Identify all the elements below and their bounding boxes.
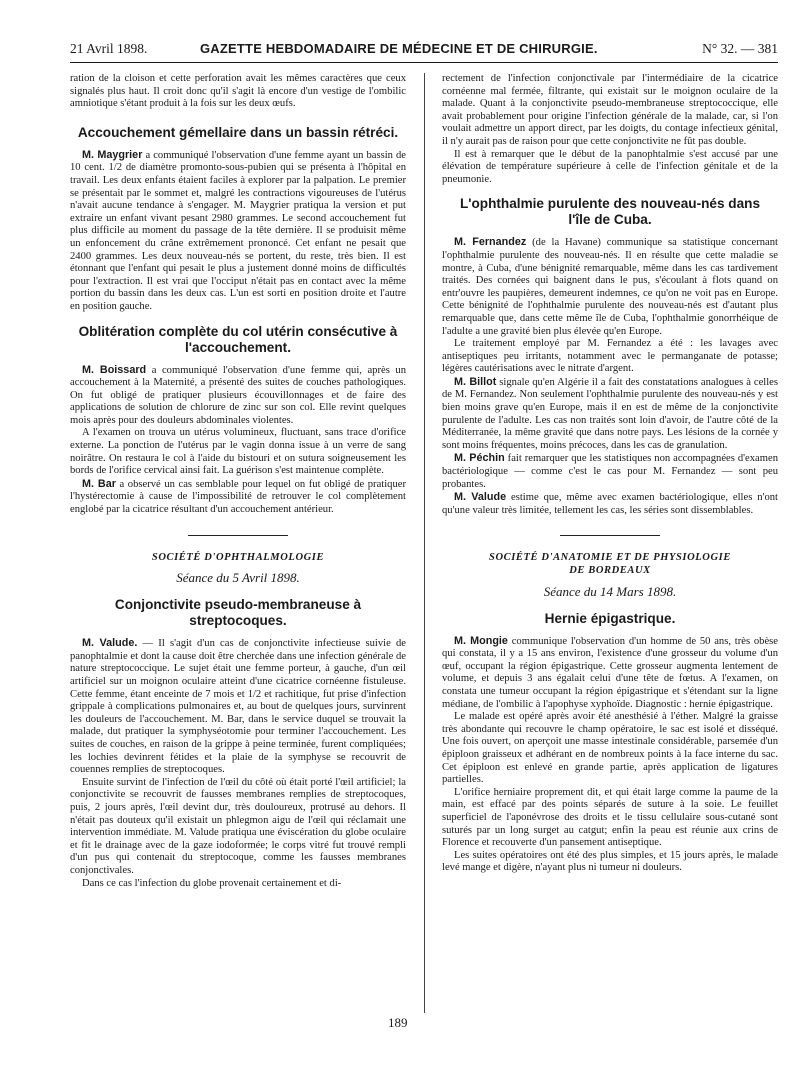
speaker-name: M. Valude. — [82, 637, 138, 650]
paragraph: Le traitement employé par M. Fernandez a été : les lavages avec antiseptiques peu irritants, notamment avec le permanganate de potasse; légères cautérisations avec le nitrate d'argent. — [442, 338, 778, 375]
paragraph: M. Péchin fait remarquer que les statistiques non accompagnées d'examen bactériologique — comme c'est le cas pour M. Fernandez — sont peu probantes. — [442, 452, 778, 490]
section-heading: Accouchement gémellaire dans un bassin rétréci. — [77, 124, 399, 140]
section-heading: Conjonctivite pseudo-membraneuse à streptocoques. — [114, 597, 362, 629]
speaker-name: M. Boissard — [82, 363, 147, 376]
issue-page-number: N° 32. — 381 — [702, 41, 778, 56]
section-heading: L'ophthalmie purulente des nouveau-nés dans l'île de Cuba. — [459, 196, 761, 228]
paragraph: M. Boissard a communiqué l'observation d'une femme qui, après un accouchement à la Maternité, a présenté des suites de couches pathologiques. On fut obligé de pratiquer plusieurs écouvillonnages et de faire des applications de solution de chlorure de zinc sur son col. Elle revint quelques mois après pour des douleurs abdominales violentes. — [70, 363, 406, 426]
running-header — [70, 40, 778, 63]
session-date: Séance du 5 Avril 1898. — [176, 570, 300, 586]
section-heading: Oblitération complète du col utérin consécutive à l'accouchement. — [78, 323, 398, 355]
paragraph: A l'examen on trouva un utérus volumineux, fluctuant, sans trace d'orifice externe. La ponction de l'utérus par le vagin donna issue à un verre de sang noirâtre. On restaura le col à l'aide du bistouri et on sutura soigneusement les bords de l'orifice cervical ainsi fait. La guérison s'est maintenue complète. — [70, 427, 406, 477]
paragraph: Ensuite survint de l'infection de l'œil du côté où était porté l'œil artificiel; la conjonctivite se recouvrit de fausses membranes remplies de streptocoques, puis, 2 jours après, l'œil devint dur, très douloureux, protrusé au dehors. Il n'était pas douteux qu'il existait un phlegmon aigu de l'œil qui réclamait une intervention immédiate. M. Valude pratiqua une éviscération du globe oculaire et fit le drainage avec de la gaze iodoformée; le corps vitré fut trouvé rempli d'un pus qui contenait du streptocoque, comme les fausses membranes conjonctivales. — [70, 776, 406, 876]
paragraph: M. Bar a observé un cas semblable pour lequel on fut obligé de pratiquer l'hystérectomie à cause de l'impossibilité de retrouver le col complètement englobé par la cicatrice résultant d'un accouchement antérieur. — [70, 477, 406, 516]
column-rule — [424, 73, 425, 1013]
paragraph: M. Mongie communique l'observation d'un homme de 50 ans, très obèse qui constata, il y a 15 ans environ, l'existence d'une grosseur du volume d'un œuf, occupant la région épigastrique. Cette grosseur augmenta lentement de volume, et depuis 3 ans égalait celui d'une tête de fœtus. A l'examen, on constata une tumeur occupant la région épigastrique et s'étendant sur la ligne médiane, de l'ombilic à l'apophyse xyphoïde. Diagnostic : hernie épigastrique. — [442, 634, 778, 710]
paragraph: Dans ce cas l'infection du globe provenait certainement et di- — [82, 877, 342, 889]
paragraph: M. Maygrier a communiqué l'observation d'une femme ayant un bassin de 10 cent. 1/2 de diamètre promonto-sous-pubien qui se présenta à l'hôpital en travail. Les deux enfants étaient faciles à explorer par la palpation. Le premier se présentait par le sommet et, malgré les contractions vigoureuses de l'utérus n'avait aucune tendance à s'engager. M. Maygrier pratiqua la version et put extraire un enfant vivant pesant 2980 grammes. Le second accouchement fut plus difficile au moment du passage de la tête dernière. Il se produisit même un enfoncement du crâne extrêmement prononcé. Cet enfant ne pesait que 2400 grammes. Les deux nouveau-nés se portent, du reste, très bien. Il est étonnant que l'enfant qui pesait le plus a justement donné moins de difficultés pour l'extraction. Il est vrai que l'occiput n'était pas en contact avec la même portion du bassin dans les deux cas. L'un est sorti en position droite et l'autre en position gauche. — [70, 148, 407, 312]
paragraph: Le malade est opéré après avoir été anesthésié à l'éther. Malgré la graisse très abondante qui recouvre le champ opératoire, le sac est isolé et disséqué. Une fois ouvert, on aperçoit une masse intestinale considérable, parsemée d'un épiploon graisseux et adhérant en de nombreux points à la face interne du sac. Cet épiploon est enlevé en grande partie, après application de ligatures partielles. — [442, 711, 778, 786]
session-date: Séance du 14 Mars 1898. — [543, 583, 677, 599]
journal-page — [70, 40, 778, 1070]
paragraph: M. Valude estime que, même avec examen bactériologique, elles n'ont qu'une valeur très limitée, tellement les cas, les séries sont dissemblables. — [442, 491, 778, 516]
paragraph: M. Fernandez (de la Havane) communique sa statistique concernant l'ophthalmie purulente des nouveau-nés. Il en résulte que cette maladie se montre, à Cuba, d'une bénignité remarquable, même dans les cas tardivement traités. Des cornées qui baignent dans le pus, s'écoulant à flots quand on entr'ouvre les paupières, demeurent indemnes, ce qu'on ne voit pas en Europe. Cette bénignité de l'ophthalmie purulente des nouveau-nés est d'autant plus remarquable que, dans cette même île de Cuba, l'ophthalmie gonorrhéique de l'adulte a une gravité bien plus élevée qu'en Europe. — [442, 236, 778, 337]
left-column — [70, 73, 406, 890]
speaker-name: M. Fernandez — [454, 236, 527, 249]
paragraph: Les suites opératoires ont été des plus simples, et 15 jours après, le malade levé mange et digère, n'ayant plus ni tumeur ni douleurs. — [442, 849, 778, 874]
speaker-name: M. Billot — [454, 375, 497, 388]
paragraph: M. Billot signale qu'en Algérie il a fait des constatations analogues à celles de M. Fernandez. Non seulement l'ophthalmie purulente des nouveau-nés y est bien moins grave qu'en Europe, mais il en est de même de la conjonctivite purulente de l'adulte. Les cas non traités sont loin d'avoir, de l'autre côté de la Méditerranée, la même gravité que dans notre pays. Les lésions de la cornée y sont moins fréquentes, moins précoces, dans les cas de granulation. — [442, 375, 779, 451]
society-title-line2: DE BORDEAUX — [569, 565, 651, 576]
section-heading: Hernie épigastrique. — [544, 610, 676, 626]
paragraph: L'orifice herniaire proprement dit, et qui était large comme la paume de la main, est effacé par des points séparés de suture à la soie. Le feuillet superficiel de l'aponévrose des droits et le tissu cellulaire sous-cutané sont suturés par un long surget au catgut; enfin la peau est réunie aux crins de Florence et recouverte d'un pansement antiseptique. — [442, 786, 778, 849]
paragraph: Il est à remarquer que le début de la panophtalmie s'est accusé par une élévation de température supérieure à celle de l'infection génitale et de la pneumonie. — [442, 148, 778, 185]
speaker-name: M. Maygrier — [82, 148, 143, 161]
paragraph: rectement de l'infection conjonctivale par l'intermédiaire de la cicatrice cornéenne mal fermée, filtrante, qui existait sur le moignon oculaire de la malade. Quant à la conjonctivite pseudo-membraneuse streptococcique, elle avait probablement pour origine l'infection générale de la malade, car, si l'on voulait admettre un apport direct, par les doigts, du contage infectieux génital, il n'y aurait pas de raison pour que cette conjonctivite ne fût pas double. — [442, 73, 778, 147]
paragraph: ration de la cloison et cette perforation avait les mêmes caractères que ceux signalés plus haut. Il croit donc qu'il s'agit là encore d'un vestige de l'ombilic amniotique s'étant produit à la fois sur les deux œufs. — [70, 73, 406, 110]
speaker-name: M. Péchin — [454, 452, 505, 465]
speaker-name: M. Bar — [82, 477, 116, 490]
header-date: 21 Avril 1898. — [70, 41, 148, 56]
page-folio: 189 — [388, 1015, 408, 1030]
society-title: SOCIÉTÉ D'OPHTHALMOLOGIE — [151, 551, 325, 563]
speaker-name: M. Mongie — [454, 634, 508, 647]
right-column — [442, 73, 778, 875]
paragraph: M. Valude. — Il s'agit d'un cas de conjonctivite infectieuse suivie de panophtalmie et dont la cause doit être cherchée dans une infection générale de nature streptococcique. Le sujet était une femme porteur, à gauche, d'un œil artificiel sur un moignon oculaire atteint d'une cicatrice cornéenne fistuleuse. Cette femme, étant enceinte de 7 mois et 1/2 et rachitique, fut prise d'infection grippale à complications pulmonaires et, au bout de quelques jours, survinrent les douleurs de l'accouchement. M. Bar, dans le service duquel se trouvait la malade, dut pratiquer la symphyséotomie pour terminer l'accouchement. Les suites de couches, en raison de la grippe à peine terminée, furent compliquées; les lochies devinrent fétides et la plaie de la symphyse se recouvrit de couennes remplies de streptocoques. — [70, 637, 406, 776]
journal-title: GAZETTE HEBDOMADAIRE DE MÉDECINE ET DE CHIRURGIE. — [200, 41, 598, 56]
society-title: SOCIÉTÉ D'ANATOMIE ET DE PHYSIOLOGIE — [489, 552, 731, 564]
speaker-name: M. Valude — [454, 491, 507, 504]
